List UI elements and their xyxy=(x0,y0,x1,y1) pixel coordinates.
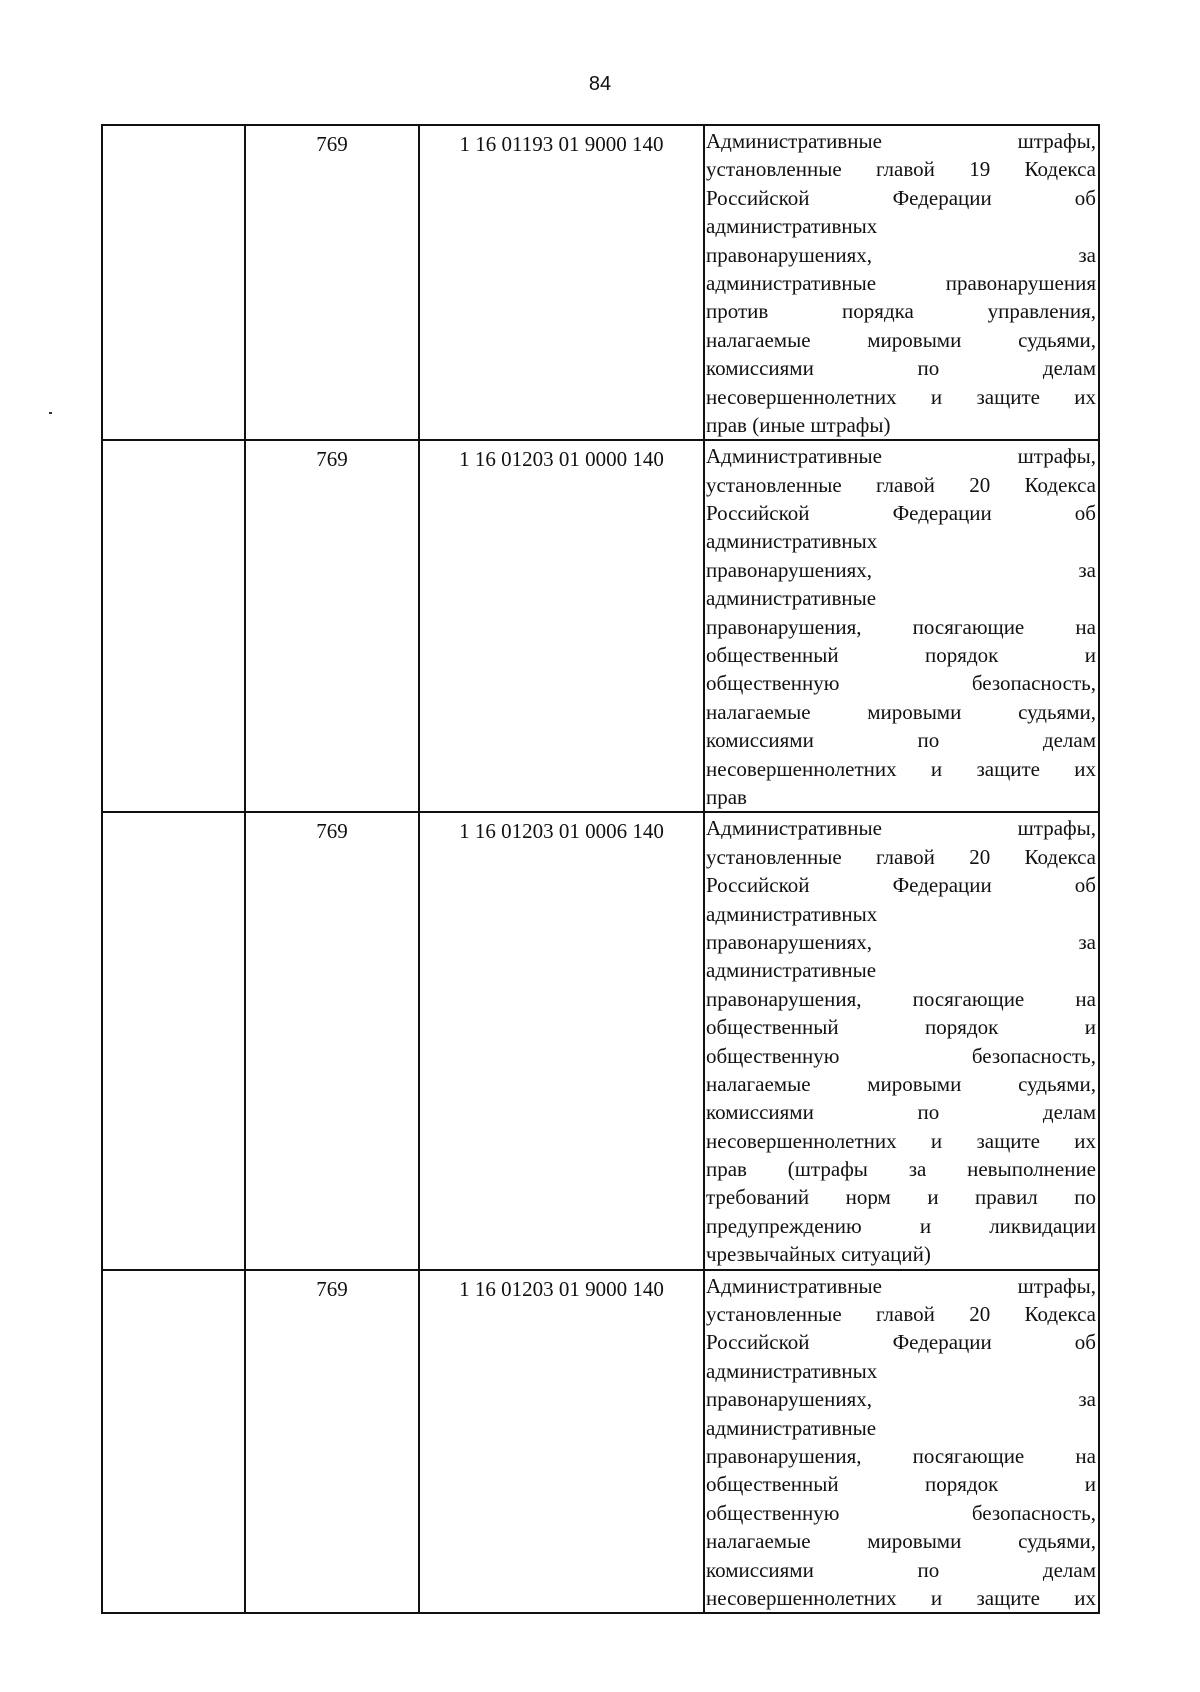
description-line: правонарушениях, за xyxy=(706,929,1096,954)
description-line: установленные главой 20 Кодекса xyxy=(706,472,1096,497)
description-line: административных xyxy=(706,214,878,239)
description-line: прав (штрафы за невыполнение xyxy=(706,1157,1096,1182)
table-cell-kbk-code: 1 16 01203 01 0000 140 xyxy=(419,440,704,812)
description-line: комиссиями по делам xyxy=(706,728,1096,753)
table-cell-admin-code: 769 xyxy=(245,125,419,440)
table-row xyxy=(102,812,1099,1269)
description-line: комиссиями по делам xyxy=(706,1557,1096,1582)
description-line: против порядка управления, xyxy=(706,299,1096,324)
description-line: Административные штрафы, xyxy=(706,1273,1096,1298)
description-line: правонарушениях, за xyxy=(706,1387,1096,1412)
table-cell-kbk-code: 1 16 01203 01 9000 140 xyxy=(419,1270,704,1614)
description-line: налагаемые мировыми судьями, xyxy=(706,327,1096,352)
table-body xyxy=(102,125,1099,1613)
description-line: прав (иные штрафы) xyxy=(706,412,891,437)
page-number: 84 xyxy=(588,73,612,95)
description-line: административных xyxy=(706,1358,878,1383)
description-line: Административные штрафы, xyxy=(706,816,1096,841)
description-line: несовершеннолетних и защите их xyxy=(706,756,1096,781)
description-line: правонарушения, посягающие на xyxy=(706,614,1096,639)
table-cell-kbk-code: 1 16 01203 01 0006 140 xyxy=(419,812,704,1269)
description-line: административные xyxy=(706,958,877,983)
description-line: чрезвычайных ситуаций) xyxy=(706,1242,931,1267)
description-line: установленные главой 20 Кодекса xyxy=(706,1302,1096,1327)
description-line: Российской Федерации об xyxy=(706,1330,1096,1355)
description-line: правонарушениях, за xyxy=(706,557,1096,582)
description-line: предупреждению и ликвидации xyxy=(706,1213,1096,1238)
table-cell-description xyxy=(704,125,1099,440)
description-line: правонарушения, посягающие на xyxy=(706,986,1096,1011)
description-line: общественный порядок и xyxy=(706,643,1096,668)
description-line: правонарушениях, за xyxy=(706,242,1096,267)
description-line: Российской Федерации об xyxy=(706,185,1096,210)
description-line: несовершеннолетних и защите их xyxy=(706,1585,1096,1610)
description-line: требований норм и правил по xyxy=(706,1185,1096,1210)
description-line: несовершеннолетних и защите их xyxy=(706,384,1096,409)
table-cell-admin-code: 769 xyxy=(245,440,419,812)
description-line: административные xyxy=(706,586,877,611)
table-cell-empty xyxy=(102,125,245,440)
description-line: общественный порядок и xyxy=(706,1472,1096,1497)
table-cell-description xyxy=(704,812,1099,1269)
description-line: Административные штрафы, xyxy=(706,129,1096,153)
table-row xyxy=(102,440,1099,812)
description-line: Административные штрафы, xyxy=(706,444,1096,469)
table-row xyxy=(102,1270,1099,1614)
table-cell-kbk-code: 1 16 01193 01 9000 140 xyxy=(419,125,704,440)
table-cell-empty xyxy=(102,1270,245,1614)
description-line: установленные главой 20 Кодекса xyxy=(706,844,1096,869)
description-line: установленные главой 19 Кодекса xyxy=(706,157,1096,182)
description-line: комиссиями по делам xyxy=(706,356,1096,381)
description-line: Российской Федерации об xyxy=(706,873,1096,898)
description-line: несовершеннолетних и защите их xyxy=(706,1128,1096,1153)
description-line: административные правонарушения xyxy=(706,270,1096,295)
description-line: правонарушения, посягающие на xyxy=(706,1443,1096,1468)
description-line: общественную безопасность, xyxy=(706,1500,1096,1525)
description-line: административных xyxy=(706,901,878,926)
description-line: общественный порядок и xyxy=(706,1015,1096,1040)
description-line: налагаемые мировыми судьями, xyxy=(706,1529,1096,1554)
table-cell-admin-code: 769 xyxy=(245,1270,419,1614)
description-line: административные xyxy=(706,1415,877,1440)
table-cell-empty xyxy=(102,440,245,812)
description-line: административных xyxy=(706,529,878,554)
table-cell-empty xyxy=(102,812,245,1269)
description-line: комиссиями по делам xyxy=(706,1100,1096,1125)
description-line: налагаемые мировыми судьями, xyxy=(706,699,1096,724)
description-line: прав xyxy=(706,784,747,809)
codes-table xyxy=(101,124,1100,1614)
description-line: Российской Федерации об xyxy=(706,501,1096,526)
description-line: общественную безопасность, xyxy=(706,671,1096,696)
table-row xyxy=(102,125,1099,440)
scan-dot xyxy=(49,412,52,414)
table-cell-description xyxy=(704,440,1099,812)
table-cell-description xyxy=(704,1270,1099,1614)
description-line: налагаемые мировыми судьями, xyxy=(706,1071,1096,1096)
description-line: общественную безопасность, xyxy=(706,1043,1096,1068)
table-cell-admin-code: 769 xyxy=(245,812,419,1269)
